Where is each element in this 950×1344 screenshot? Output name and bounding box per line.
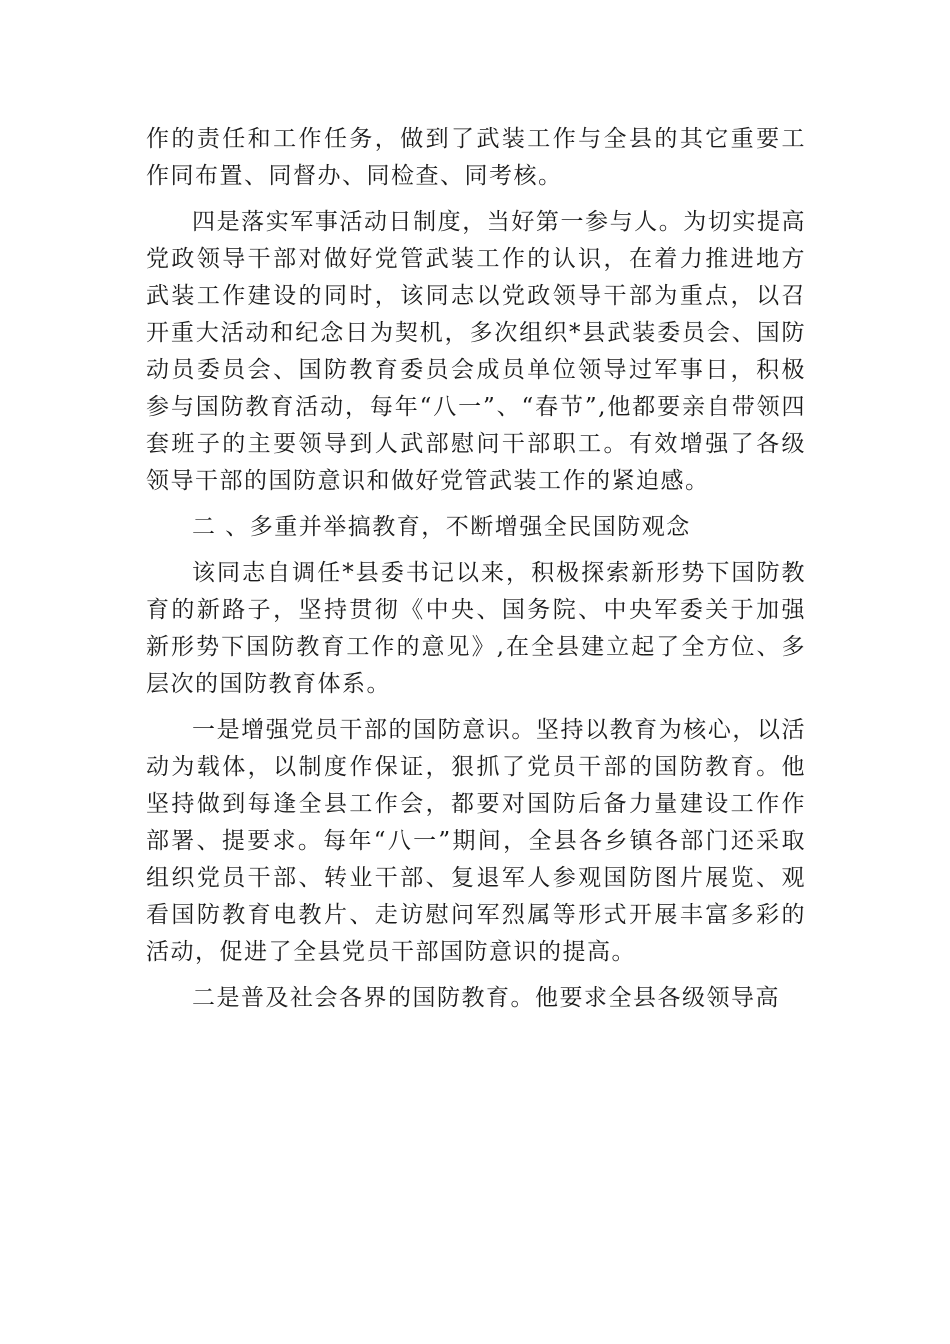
document-body bbox=[146, 121, 806, 1017]
paragraph-party-cadres-awareness: 一是增强党员干部的国防意识。坚持以教育为核心，以活动为载体，以制度作保证，狠抓了党员干部的国防教育。他坚持做到每逢全县工作会，都要对国防后备力量建设工作作部署、提要求。每年“八一”期间，全县各乡镇各部门还采取组织党员干部、转业干部、复退军人参观国防图片展览、观看国防教育电教片、走访慰问军烈属等形式开展丰富多彩的活动，促进了全县党员干部国防意识的提高。 bbox=[146, 717, 806, 965]
paragraph-intro-defense-education: 该同志自调任*县委书记以来，积极探索新形势下国防教育的新路子，坚持贯彻《中央、国务院、中央军委关于加强新形势下国防教育工作的意见》,在全县建立起了全方位、多层次的国防教育体系。 bbox=[146, 560, 806, 697]
paragraph-society-education: 二是普及社会各界的国防教育。他要求全县各级领导高 bbox=[192, 985, 780, 1011]
section-heading-2: 二 、多重并举搞教育，不断增强全民国防观念 bbox=[192, 514, 691, 540]
paragraph-continuation: 作的责任和工作任务，做到了武装工作与全县的其它重要工作同布置、同督办、同检查、同考核。 bbox=[146, 126, 806, 189]
paragraph-military-activity-day: 四是落实军事活动日制度，当好第一参与人。为切实提高党政领导干部对做好党管武装工作的认识，在着力推进地方武装工作建设的同时，该同志以党政领导干部为重点，以召开重大活动和纪念日为契机，多次组织*县武装委员会、国防动员委员会、国防教育委员会成员单位领导过军事日，积极参与国防教育活动，每年“八一”、“春节”,他都要亲自带领四套班子的主要领导到人武部慰问干部职工。有效增强了各级领导干部的国防意识和做好党管武装工作的紧迫感。 bbox=[146, 209, 806, 494]
